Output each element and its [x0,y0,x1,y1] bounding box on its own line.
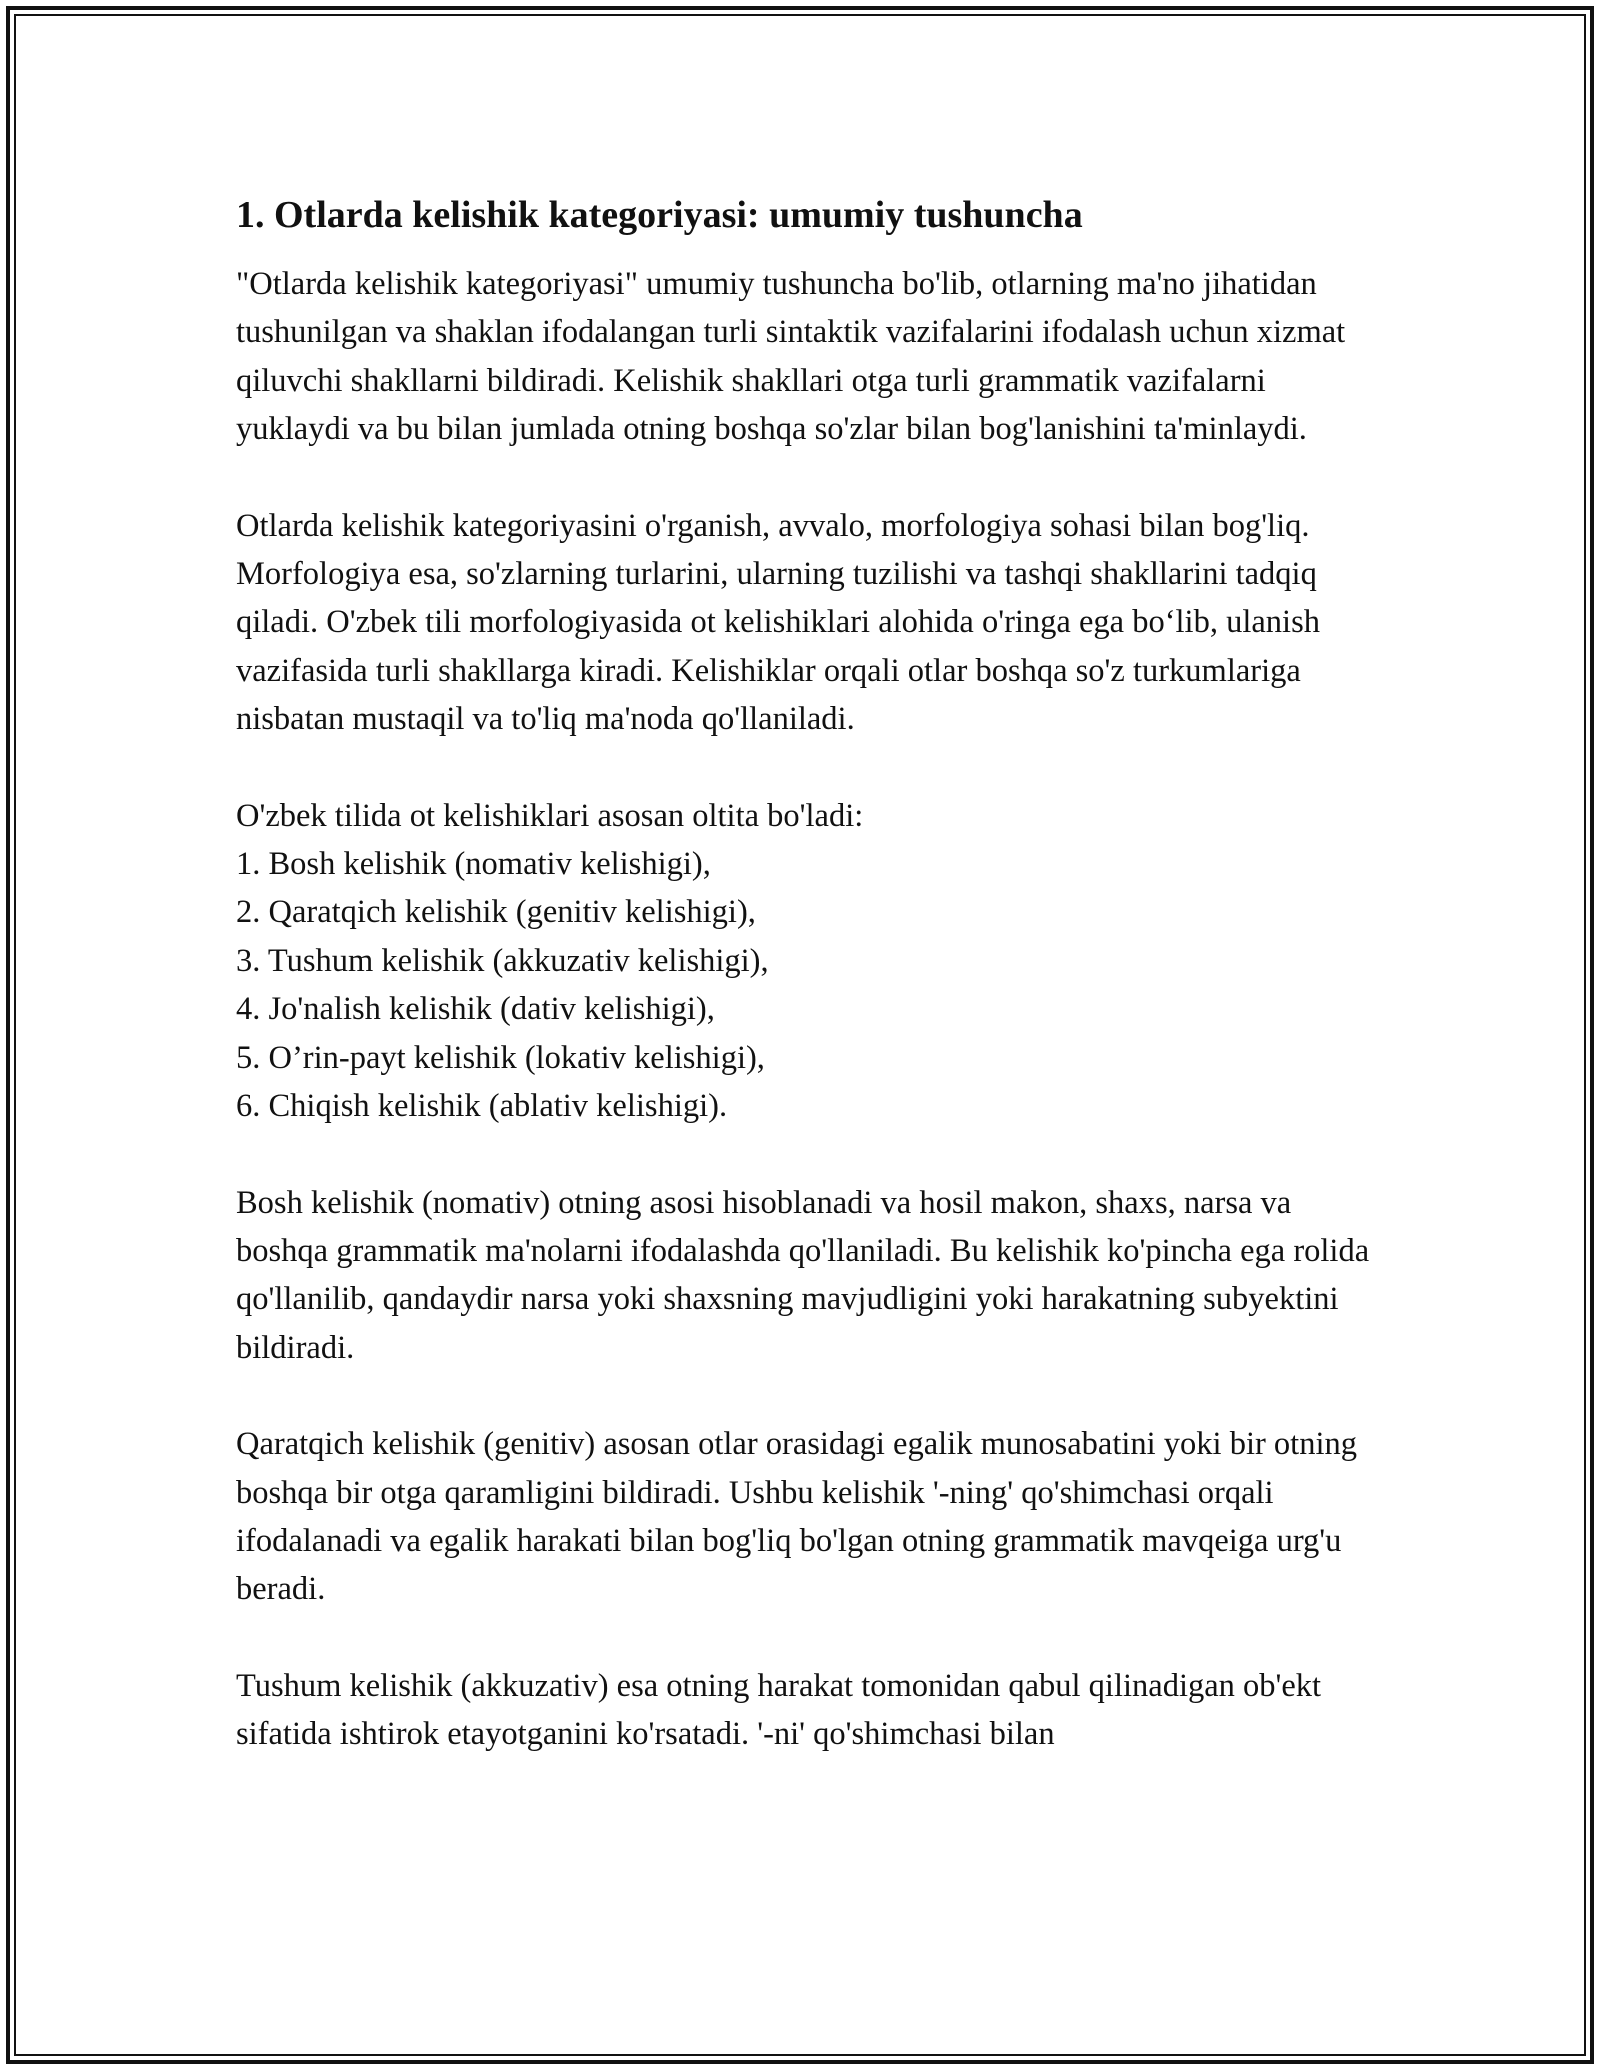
document-body [236,190,1376,1759]
list-item: 5. O’rin-payt kelishik (lokativ kelishigi), [236,1039,765,1076]
list-item: 2. Qaratqich kelishik (genitiv kelishigi), [236,894,756,931]
paragraph-nominative: Bosh kelishik (nomativ) otning asosi hisoblanadi va hosil makon, shaxs, narsa va boshqa grammatik ma'nolarni ifodalashda qo'llaniladi. Bu kelishik ko'pincha ega rolida qo'llanilib, qandaydir narsa yoki shaxsning mavjudligini yoki harakatning subyektini bildiradi. [236,1184,1370,1366]
list-item: 3. Tushum kelishik (akkuzativ kelishigi), [236,942,769,979]
list-item: 6. Chiqish kelishik (ablativ kelishigi). [236,1088,728,1125]
list-item: 1. Bosh kelishik (nomativ kelishigi), [236,846,711,883]
paragraph-intro: "Otlarda kelishik kategoriyasi" umumiy tushuncha bo'lib, otlarning ma'no jihatidan tushunilgan va shaklan ifodalangan turli sintaktik vazifalarini ifodalash uchun xizmat qiluvchi shakllarni bildiradi. Kelishik shakllari otga turli grammatik vazifalarni yuklaydi va bu bilan jumlada otning boshqa so'zlar bilan bog'lanishini ta'minlaydi. [236,266,1346,448]
case-list [236,840,1376,1130]
paragraph-accusative: Tushum kelishik (akkuzativ) esa otning harakat tomonidan qabul qilinadigan ob'ekt sifatida ishtirok etayotganini ko'rsatadi. '-ni' qo'shimchasi bilan [236,1667,1322,1753]
case-list-intro: O'zbek tilida ot kelishiklari asosan oltita bo'ladi: [236,797,864,834]
paragraph-genitive: Qaratqich kelishik (genitiv) asosan otlar orasidagi egalik munosabatini yoki bir otning boshqa bir otga qaramligini bildiradi. Ushbu kelishik '-ning' qo'shimchasi orqali ifodalanadi va egalik harakati bilan bog'liq bo'lgan otning grammatik mavqeiga urg'u beradi. [236,1426,1357,1608]
paragraph-morphology: Otlarda kelishik kategoriyasini o'rganish, avvalo, morfologiya sohasi bilan bog'liq. Morfologiya esa, so'zlarning turlarini, ularning tuzilishi va tashqi shakllarini tadqiq qiladi. O'zbek tili morfologiyasida ot kelishiklari alohida o'ringa ega bo‘lib, ulanish vazifasida turli shakllarga kiradi. Kelishiklar orqali otlar boshqa so'z turkumlariga nisbatan mustaqil va to'liq ma'noda qo'llaniladi. [236,507,1320,738]
section-heading: 1. Otlarda kelishik kategoriyasi: umumiy tushuncha [236,194,1083,236]
list-item: 4. Jo'nalish kelishik (dativ kelishigi), [236,991,715,1028]
